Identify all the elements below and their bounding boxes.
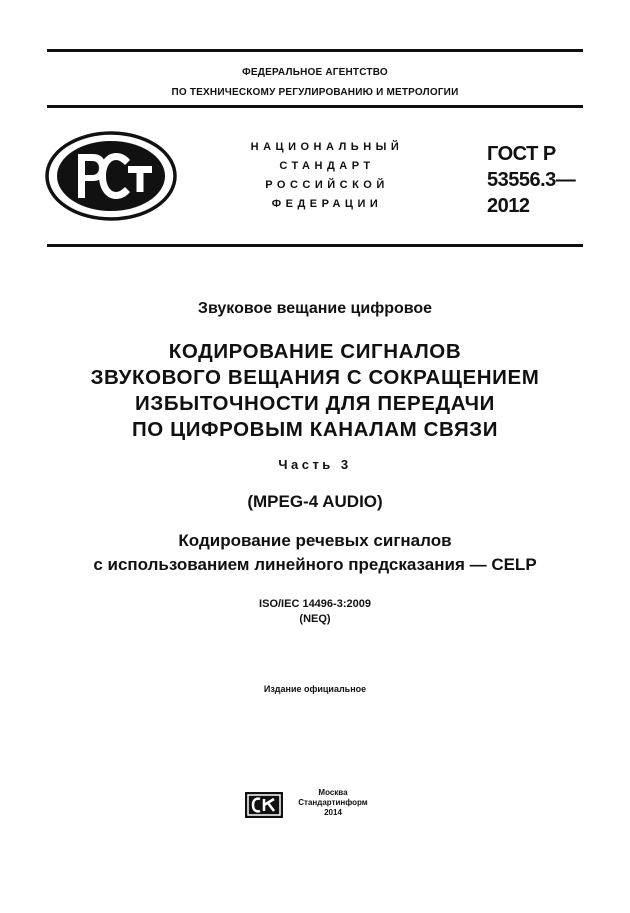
publisher-city: Москва — [318, 788, 348, 797]
iso-number: ISO/IEC 14496-3:2009 — [259, 598, 371, 610]
gost-line-1: ГОСТ Р — [487, 143, 556, 165]
agency-line-2: ПО ТЕХНИЧЕСКОМУ РЕГУЛИРОВАНИЮ И МЕТРОЛОГИИ — [171, 87, 459, 98]
part-number: Часть 3 — [278, 457, 352, 472]
format-label: (MPEG-4 AUDIO) — [247, 492, 383, 511]
document-subtitle: Звуковое вещание цифровое — [197, 300, 433, 317]
standartinform-logo-icon — [244, 791, 284, 819]
national-line-3: РОССИЙСКОЙ — [265, 179, 389, 191]
edition-label: Издание официальное — [263, 684, 367, 694]
iso-equivalence: (NEQ) — [299, 613, 331, 625]
publisher-year: 2014 — [324, 808, 342, 817]
part-title-line-2: с использованием линейного предсказания — CELP — [93, 555, 537, 574]
document-title — [30, 339, 600, 443]
agency-name — [47, 63, 583, 103]
rst-emblem-icon — [44, 130, 178, 222]
title-line-2: ЗВУКОВОГО ВЕЩАНИЯ С СОКРАЩЕНИЕМ — [90, 366, 540, 389]
title-line-1: КОДИРОВАНИЕ СИГНАЛОВ — [168, 340, 462, 363]
agency-rule — [47, 105, 583, 108]
gost-line-3: 2012 — [487, 195, 530, 217]
gost-number — [487, 141, 575, 219]
part-title-line-1: Кодирование речевых сигналов — [178, 531, 452, 550]
national-line-2: СТАНДАРТ — [279, 160, 375, 172]
top-rule — [47, 49, 583, 52]
agency-line-1: ФЕДЕРАЛЬНОЕ АГЕНТСТВО — [242, 67, 388, 78]
title-line-4: ПО ЦИФРОВЫМ КАНАЛАМ СВЯЗИ — [131, 418, 499, 441]
iso-reference — [30, 597, 600, 627]
publisher-name: Стандартинформ — [298, 798, 368, 807]
national-line-1: НАЦИОНАЛЬНЫЙ — [250, 141, 404, 153]
gost-line-2: 53556.3— — [487, 169, 576, 191]
part-title — [30, 529, 600, 577]
header-rule — [47, 244, 583, 247]
title-line-3: ИЗБЫТОЧНОСТИ ДЛЯ ПЕРЕДАЧИ — [135, 392, 495, 415]
national-line-4: ФЕДЕРАЦИИ — [271, 198, 383, 210]
national-standard-label — [232, 138, 422, 214]
publisher-info — [288, 788, 378, 818]
